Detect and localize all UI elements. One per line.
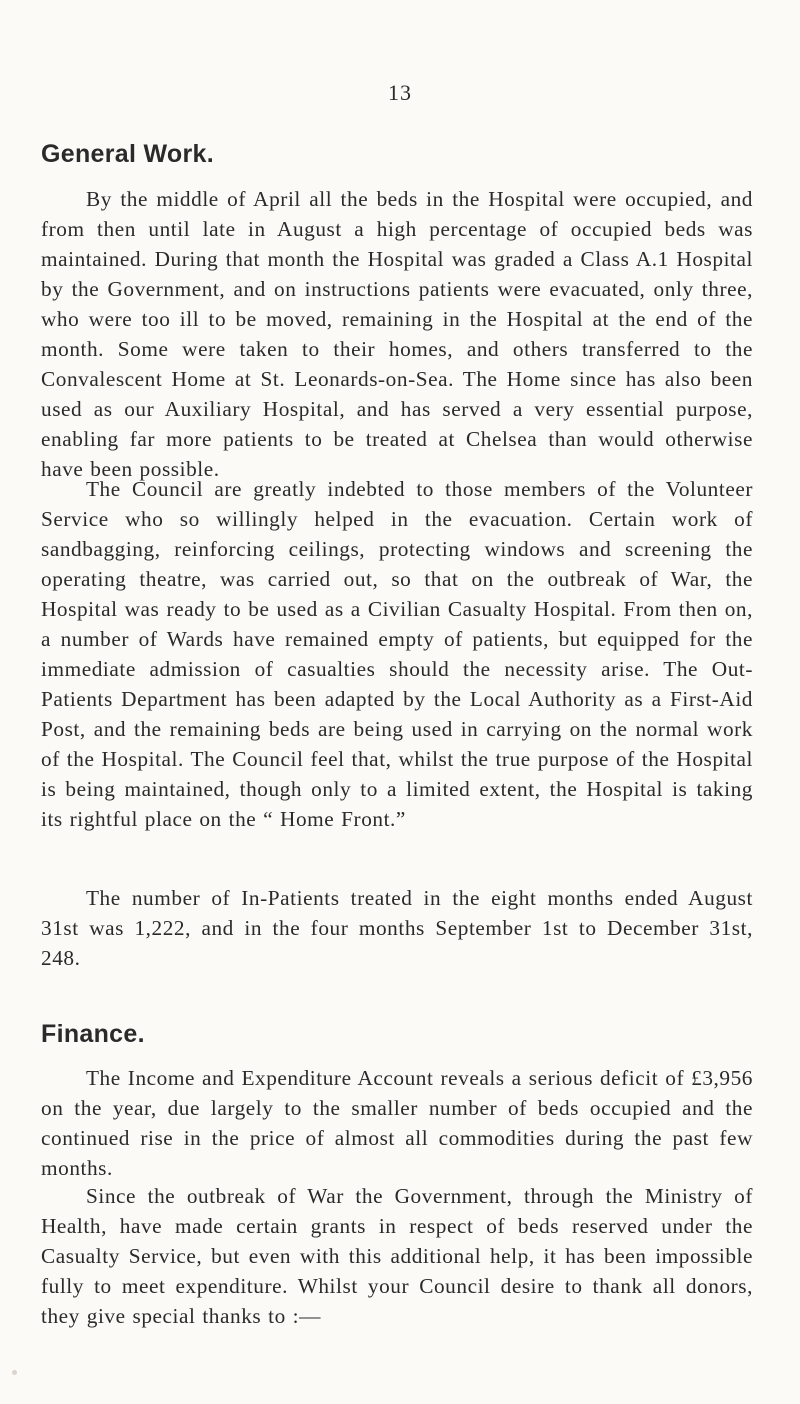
section-heading-general-work: General Work. [41,140,214,168]
paragraph-general-work-3: The number of In-Patients treated in the eight months ended August 31st was 1,222, and in the four months September 1st to December 31st, 248. [41,886,753,970]
paragraph-general-work-1: By the middle of April all the beds in the Hospital were occupied, and from then until late in August a high percentage of occupied beds was maintained. During that month the Hospital was graded a Class A.1 Hospital by the Government, and on instructions patients were evacuated, only three, who were too ill to be moved, remaining in the Hospital at the end of the month. Some were taken to their homes, and others transferred to the Convalescent Home at St. Leonards-on-Sea. The Home since has also been used as our Auxiliary Hospital, and has served a very essential purpose, enabling far more patients to be treated at Chelsea than would otherwise have been possible. [41,187,753,481]
page-number: 13 [388,80,412,105]
paragraph-finance-1: The Income and Expenditure Account reveals a serious deficit of £3,956 on the year, due largely to the smaller number of beds occupied and the continued rise in the price of almost all commodities during the past few months. [41,1066,753,1180]
paragraph-finance-2: Since the outbreak of War the Government, through the Ministry of Health, have made certain grants in respect of beds reserved under the Casualty Service, but even with this additional help, it has been impossible fully to meet expenditure. Whilst your Council desire to thank all donors, they give special thanks to :— [41,1184,753,1328]
paper-mark [12,1370,17,1375]
section-heading-finance: Finance. [41,1020,145,1048]
paragraph-general-work-2: The Council are greatly indebted to those members of the Volunteer Service who so willingly helped in the evacuation. Certain work of sandbagging, reinforcing ceilings, protecting windows and screening the operating theatre, was carried out, so that on the outbreak of War, the Hospital was ready to be used as a Civilian Casualty Hospital. From then on, a number of Wards have remained empty of patients, but equipped for the immediate admission of casualties should the necessity arise. The Out-Patients Department has been adapted by the Local Authority as a First-Aid Post, and the remaining beds are being used in carrying on the normal work of the Hospital. The Council feel that, whilst the true purpose of the Hospital is being maintained, though only to a limited extent, the Hospital is taking its rightful place on the “ Home Front.” [41,477,753,831]
